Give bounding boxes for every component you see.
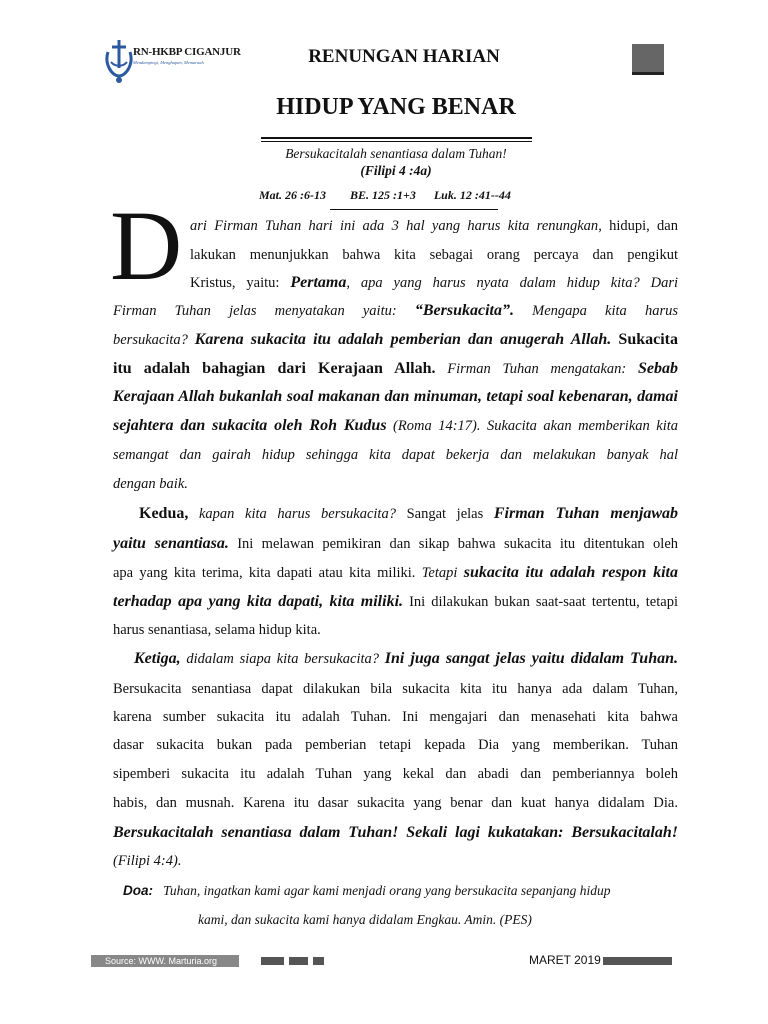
drop-cap: D (110, 190, 183, 301)
paragraph-line: bersukacita? Karena sukacita itu adalah pemberian dan anugerah Allah. Sukacita (113, 331, 678, 348)
prayer-label: Doa: (123, 883, 153, 898)
prayer-line: Doa: Tuhan, ingatkan kami agar kami menjadi orang yang bersukacita sepanjang hidup (123, 883, 611, 898)
footer-bar (313, 957, 324, 965)
paragraph-line: dasar sukacita bukan pada pemberian tetapi kepada Dia yang memberikan. Tuhan (113, 737, 678, 753)
footer-bar (261, 957, 284, 965)
footer-bar (289, 957, 308, 965)
paragraph-line: terhadap apa yang kita dapati, kita miliki. Ini dilakukan bukan saat-saat tertentu, tetapi (113, 593, 678, 610)
paragraph-line: semangat dan gairah hidup sehingga kita dapat bekerja dan melakukan banyak hal (113, 447, 678, 463)
header-box (632, 44, 664, 75)
paragraph-line: sejahtera dan sukacita oleh Roh Kudus (Roma 14:17). Sukacita akan memberikan kita (113, 417, 679, 434)
paragraph-line: Kerajaan Allah bukanlah soal makanan dan minuman, tetapi soal kebenaran, damai (113, 388, 678, 405)
paragraph-line: Kristus, yaitu: Pertama, apa yang harus nyata dalam hidup kita? Dari (190, 274, 678, 291)
paragraph-line: lakukan menunjukkan bahwa kita sebagai orang percaya dan pengikut (190, 247, 678, 263)
page-subtitle: HIDUP YANG BENAR (276, 94, 516, 120)
page-title: RENUNGAN HARIAN (308, 46, 500, 67)
paragraph-line: Firman Tuhan jelas menyatakan yaitu: “Bersukacita”. Mengapa kita harus (113, 302, 678, 319)
footer-date: MARET 2019 (529, 953, 601, 967)
title-rule (261, 137, 532, 139)
paragraph-line: ari Firman Tuhan hari ini ada 3 hal yang harus kita renungkan, hidupi, dan (190, 218, 678, 234)
paragraph-line: yaitu senantiasa. Ini melawan pemikiran dan sikap bahwa sukacita itu ditentukan oleh (113, 535, 678, 552)
theme-verse: Bersukacitalah senantiasa dalam Tuhan! (285, 146, 507, 161)
paragraph-line: habis, dan musnah. Karena itu dasar sukacita yang benar dan kuat hanya didalam Dia. (113, 795, 678, 811)
paragraph-line: apa yang kita terima, kita dapati atau kita miliki. Tetapi sukacita itu adalah respon kita (113, 564, 679, 581)
paragraph-line: Bersukacita senantiasa dapat dilakukan bila sukacita kita itu hanya ada dalam Tuhan, (113, 681, 678, 697)
paragraph-line: Bersukacitalah senantiasa dalam Tuhan! Sekali lagi kukatakan: Bersukacitalah! (113, 824, 678, 841)
footer-source: Source: WWW. Marturia.org (91, 955, 239, 967)
paragraph-line: (Filipi 4:4). (113, 853, 182, 869)
paragraph-line: Ketiga, didalam siapa kita bersukacita? Ini juga sangat jelas yaitu didalam Tuhan. (134, 650, 679, 667)
paragraph-line: karena sumber sukacita itu adalah Tuhan. Ini mengajari dan menasehati kita bahwa (113, 709, 678, 725)
paragraph-line: dengan baik. (113, 476, 188, 492)
theme-verse-ref: (Filipi 4 :4a) (360, 163, 432, 178)
paragraph-line: harus senantiasa, selama hidup kita. (113, 622, 321, 638)
prayer-line-2: kami, dan sukacita kami hanya didalam Engkau. Amin. (PES) (198, 912, 532, 927)
paragraph-line: itu adalah bahagian dari Kerajaan Allah. Firman Tuhan mengatakan: Sebab (113, 360, 678, 377)
org-tagline: Mendampingi, Menghapan, Memaruah (133, 60, 204, 65)
org-name: RN-HKBP CIGANJUR (133, 46, 241, 58)
readings-rule (330, 209, 498, 210)
title-rule-thin (261, 141, 532, 142)
paragraph-line: sipemberi sukacita itu adalah Tuhan yang kekal dan abadi dan pemberiannya boleh (113, 766, 678, 782)
bible-readings: Mat. 26 :6-13 BE. 125 :1+3 Luk. 12 :41--44 (259, 188, 511, 202)
paragraph-line: Kedua, kapan kita harus bersukacita? Sangat jelas Firman Tuhan menjawab (139, 505, 678, 522)
footer-bar (603, 957, 672, 965)
